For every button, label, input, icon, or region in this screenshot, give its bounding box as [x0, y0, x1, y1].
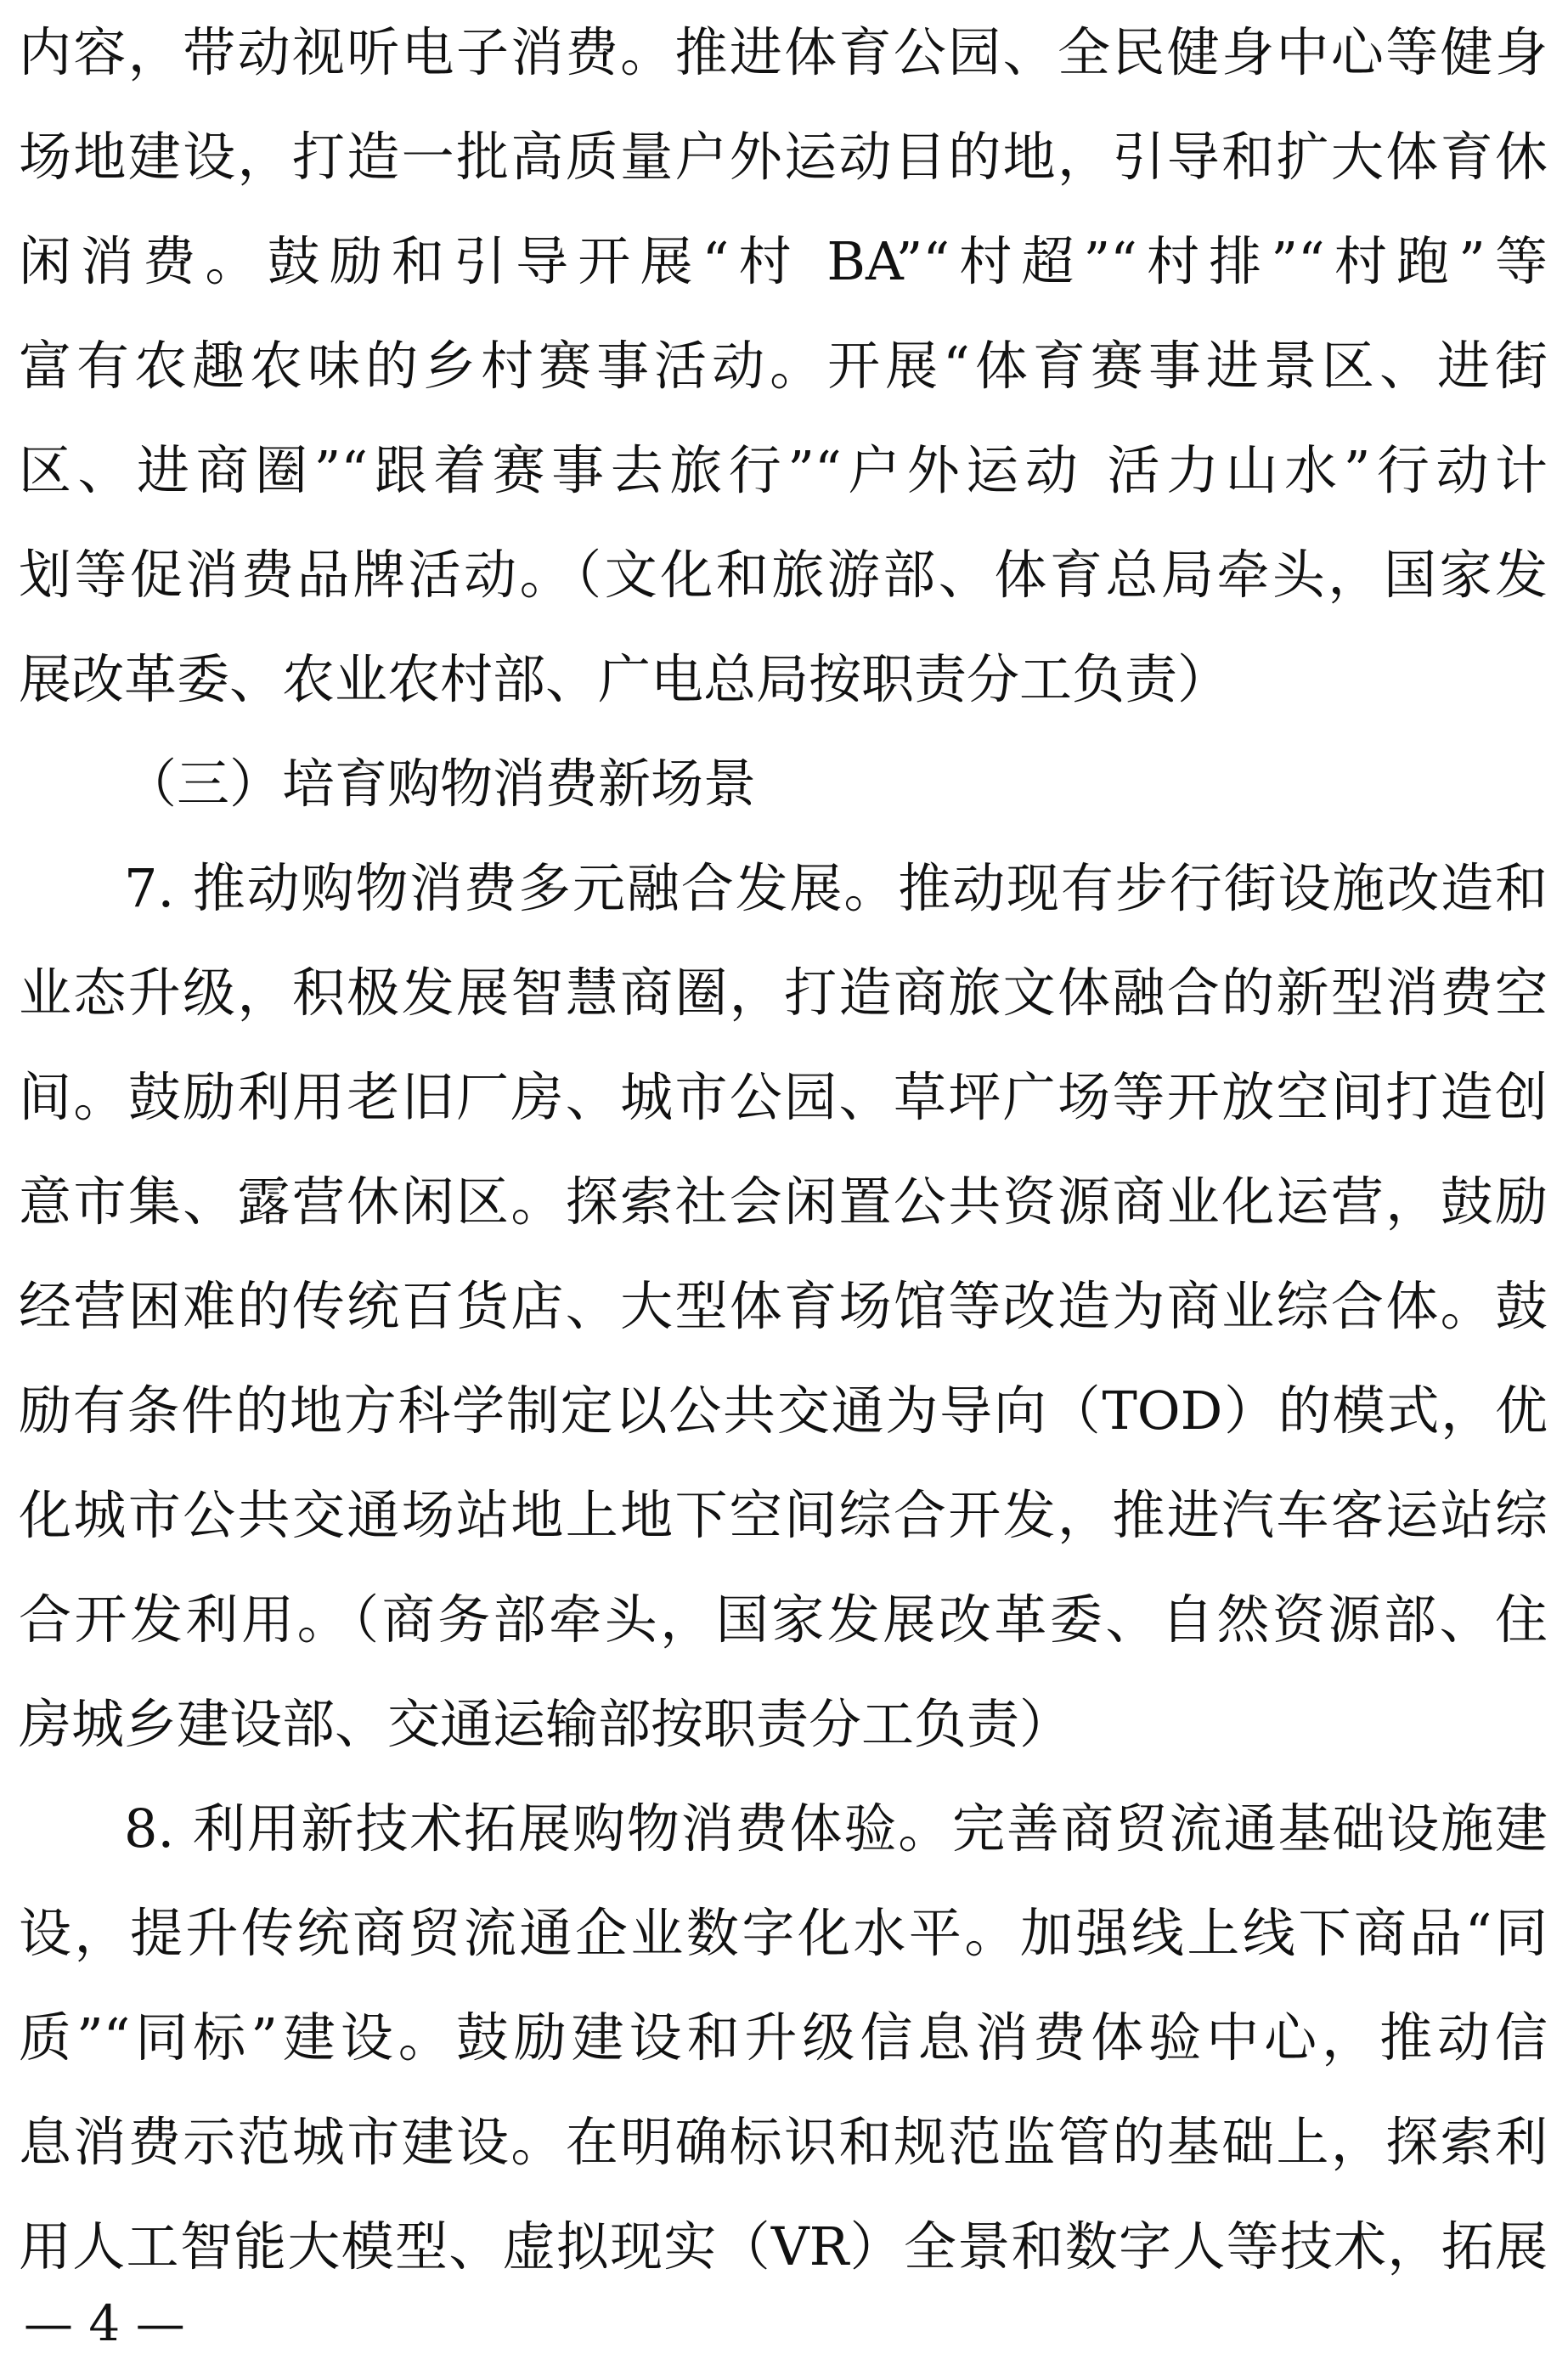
text-line: 间。鼓励利用老旧厂房、城市公园、草坪广场等开放空间打造创	[19, 1066, 1548, 1128]
text-line: 区、进商圈”“跟着赛事去旅行”“户外运动 活力山水”行动计	[19, 439, 1548, 501]
text-line: 展改革委、农业农村部、广电总局按职责分工负责）	[19, 648, 1231, 710]
text-line: 质”“同标”建设。鼓励建设和升级信息消费体验中心，推动信	[19, 2006, 1548, 2068]
text-line: 合开发利用。（商务部牵头，国家发展改革委、自然资源部、住	[19, 1589, 1548, 1651]
text-line: 闲消费。鼓励和引导开展“村 BA”“村超”“村排”“村跑”等	[19, 230, 1548, 292]
text-line: 划等促消费品牌活动。（文化和旅游部、体育总局牵头，国家发	[19, 544, 1548, 606]
text-line: 设，提升传统商贸流通企业数字化水平。加强线上线下商品“同	[19, 1902, 1548, 1964]
document-page	[19, 0, 1548, 2299]
text-line: 意市集、露营休闲区。探索社会闲置公共资源商业化运营，鼓励	[19, 1171, 1548, 1233]
text-line: 用人工智能大模型、虚拟现实（VR）全景和数字人等技术，拓展	[19, 2215, 1548, 2277]
text-line: 内容，带动视听电子消费。推进体育公园、全民健身中心等健身	[19, 21, 1548, 83]
text-line: 场地建设，打造一批高质量户外运动目的地，引导和扩大体育休	[19, 126, 1548, 188]
text-line: 房城乡建设部、交通运输部按职责分工负责）	[19, 1693, 1073, 1755]
section-heading: （三）培育购物消费新场景	[124, 753, 757, 815]
page-number: — 4 —	[24, 2294, 185, 2352]
text-line: 经营困难的传统百货店、大型体育场馆等改造为商业综合体。鼓	[19, 1275, 1548, 1337]
paragraph-heading-line: 8. 利用新技术拓展购物消费体验。完善商贸流通基础设施建	[124, 1797, 1548, 1860]
paragraph-heading-line: 7. 推动购物消费多元融合发展。推动现有步行街设施改造和	[124, 857, 1548, 919]
text-line: 励有条件的地方科学制定以公共交通为导向（TOD）的模式，优	[19, 1380, 1548, 1442]
text-line: 富有农趣农味的乡村赛事活动。开展“体育赛事进景区、进街	[19, 335, 1548, 397]
text-line: 业态升级，积极发展智慧商圈，打造商旅文体融合的新型消费空	[19, 962, 1548, 1024]
text-line: 化城市公共交通场站地上地下空间综合开发，推进汽车客运站综	[19, 1484, 1548, 1546]
text-line: 息消费示范城市建设。在明确标识和规范监管的基础上，探索利	[19, 2111, 1548, 2173]
